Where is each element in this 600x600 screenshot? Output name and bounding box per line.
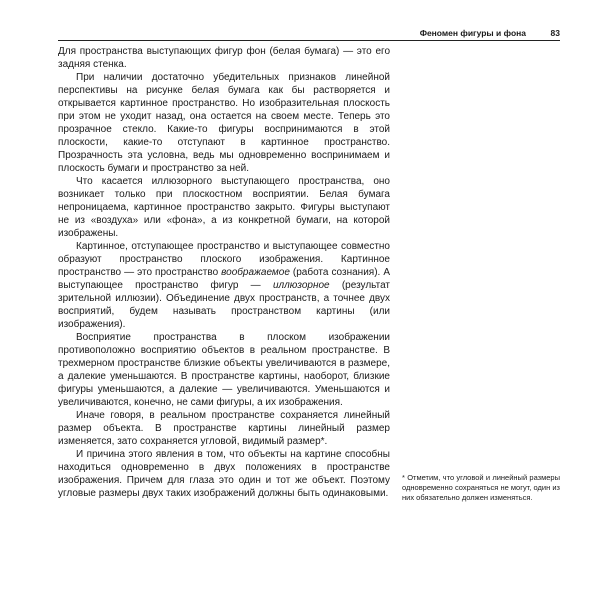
paragraph-4-part-a: Картинное, отступающее пространство и выступающее совместно образуют пространство плоского изображения. Картинное пространство — это пространство bbox=[58, 241, 390, 278]
running-header-title: Феномен фигуры и фона bbox=[419, 28, 526, 38]
footnote: * Отметим, что угловой и линейный размеры одновременно сохраняться не могут, один из них обязательно должен изменяться. bbox=[402, 473, 560, 502]
running-header bbox=[58, 28, 560, 41]
paragraph-1: Для пространства выступающих фигур фон (белая бумага) — это его задняя стенка. bbox=[58, 46, 390, 70]
paragraph-6: Иначе говоря, в реальном пространстве сохраняется линейный размер объекта. В пространстве картины линейный размер изменяется, зато сохраняется угловой, видимый размер*. bbox=[58, 410, 390, 447]
page-number: 83 bbox=[550, 28, 560, 38]
emphasis-illusory: иллюзорное bbox=[272, 280, 330, 291]
paragraph-2: При наличии достаточно убедительных признаков линейной перспективы на рисунке белая бумага как бы растворяется и открывается картинное пространство. Но изобразительная плоскость при этом не уходит назад, она остается на своем месте. Теперь это прозрачное стекло. Какие-то фигуры воспринимаются в этой плоскости, какие-то отступают в картинное пространство. Прозрачность эта условна, ведь мы одновременно воспринимаем и плоскость бумаги и пространство за ней. bbox=[58, 72, 390, 174]
paragraph-3: Что касается иллюзорного выступающего пространства, оно возникает только при плоскостном восприятии. Белая бумага непроницаема, картинное пространство закрыто. Фигуры выступают не из «воздуха» или «фона», а из конкретной бумаги, на которой изображены. bbox=[58, 176, 390, 239]
paragraph-4-part-b: (работа сознания). А выступающее пространство фигур — bbox=[58, 267, 390, 291]
header-rule bbox=[58, 40, 560, 41]
main-text-column bbox=[58, 45, 390, 500]
paragraph-7: И причина этого явления в том, что объекты на картине способны находиться одновременно в двух положениях в пространстве изображения. Причем для глаза это один и тот же объект. Поэтому угловые размеры двух таких изображений должны быть одинаковыми. bbox=[58, 449, 390, 499]
emphasis-imaginary: воображаемое bbox=[221, 267, 290, 278]
paragraph-4 bbox=[58, 240, 390, 331]
paragraph-4-part-c: (результат зрительной иллюзии). Объединение двух пространств, а точнее двух восприятий, будем называть пространством картины (или изображения). bbox=[58, 280, 390, 330]
paragraph-5: Восприятие пространства в плоском изображении противоположно восприятию объектов в реальном пространстве. В трехмерном пространстве близкие объекты увеличиваются в размере, а далекие уменьшаются. В пространстве картины, наоборот, близкие фигуры уменьшаются, а далекие — увеличиваются. Уменьшаются и увеличиваются, конечно, не сами фигуры, а их изображения. bbox=[58, 332, 390, 408]
